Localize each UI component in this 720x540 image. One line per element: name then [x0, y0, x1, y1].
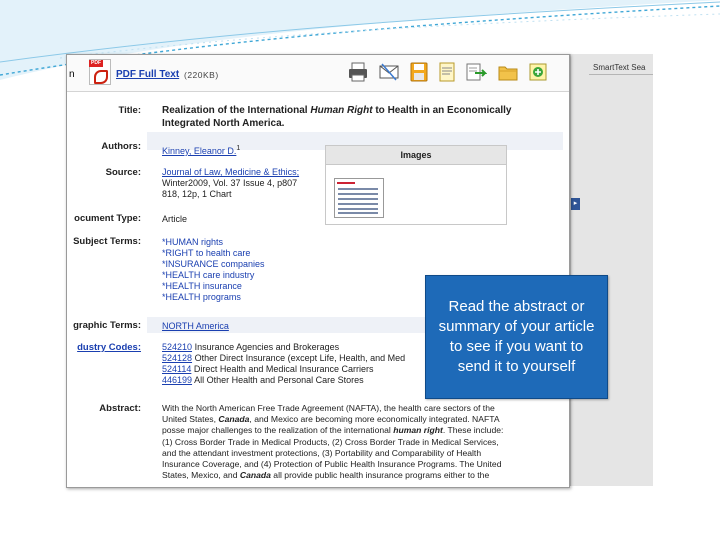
- geographic-term: [162, 321, 229, 332]
- subject-term-link[interactable]: *HEALTH insurance: [162, 281, 242, 291]
- smarttext-sidebar: [570, 54, 653, 486]
- folder-icon[interactable]: [497, 61, 519, 83]
- journal-link[interactable]: Journal of Law, Medicine & Ethics;: [162, 167, 300, 177]
- pdf-band: PDF: [91, 60, 101, 66]
- industry-codes: 524210 Insurance Agencies and Brokerages 524128 Other Direct Insurance (except Life, Health, and Med 524114 Direct Health and Medical Insurance Carriers 446199 All Other Health and Personal Care Stores: [162, 342, 406, 385]
- images-header: Images: [326, 146, 506, 165]
- subject-term-link[interactable]: *RIGHT to health care: [162, 248, 251, 258]
- author-link[interactable]: Kinney, Eleanor D.: [162, 146, 237, 156]
- source-label: Source:: [105, 167, 141, 178]
- subject-term-link[interactable]: *HEALTH programs: [162, 292, 241, 302]
- industry-code-link[interactable]: 524114: [162, 364, 192, 374]
- author-value: Kinney, Eleanor D.$^1$: [162, 145, 241, 156]
- pdf-icon[interactable]: [89, 59, 111, 85]
- email-icon[interactable]: [378, 61, 400, 83]
- doctype-value: Article: [162, 214, 188, 224]
- instruction-callout: [425, 275, 608, 399]
- geographic-terms-label: graphic Terms:: [73, 320, 141, 331]
- smarttext-label: SmartText Sea: [593, 63, 646, 72]
- source-value: Journal of Law, Medicine & Ethics; Winter2009, Vol. 37 Issue 4, p807 818, 12p, 1 Chart: [162, 167, 300, 199]
- pdf-full-text-link[interactable]: PDF Full Text: [116, 69, 180, 80]
- article-title: Realization of the International Human Right to Health in an Economically Integrated North America.: [162, 105, 512, 129]
- callout-text: Read the abstract or summary of your article to see if you want to send it to yourself: [438, 298, 595, 375]
- save-icon[interactable]: [408, 61, 430, 83]
- subject-term-link[interactable]: *INSURANCE companies: [162, 259, 265, 269]
- abstract-text: With the North American Free Trade Agreement (NAFTA), the health care sectors of the United States, Canada, and Mexico are becoming more economically integrated. NAFTA posse major challenges to the realization of the international human right. These include: (1) Cross Border Trade in Medical Products, (2) Cross Border Trade in Medical Services, and the attendant investment protections, (3) Portability and Comparability of Health Insurance Coverage, and (4) Protection of Public Health Insurance Programs. The United States, Mexico, and Canada all provide public health insurance programs either to the: [162, 403, 504, 481]
- pdf-size: (220KB): [184, 70, 219, 80]
- add-note-icon[interactable]: [527, 61, 549, 83]
- abstract-label: Abstract:: [99, 403, 141, 414]
- subject-term-link[interactable]: *HUMAN rights: [162, 237, 224, 247]
- export-icon[interactable]: [465, 61, 487, 83]
- toolbar: [67, 55, 569, 92]
- expand-arrow-icon[interactable]: ▸: [571, 198, 580, 210]
- subject-terms-label: Subject Terms:: [73, 236, 141, 247]
- title-label: Title:: [118, 105, 141, 116]
- sidebar-divider: [589, 74, 653, 75]
- industry-code-link[interactable]: 524210: [162, 342, 193, 352]
- authors-label: Authors:: [101, 141, 141, 152]
- subject-term-link[interactable]: *HEALTH care industry: [162, 270, 255, 280]
- record-screenshot: [66, 54, 570, 488]
- industry-codes-label[interactable]: dustry Codes:: [77, 342, 141, 353]
- doctype-label: ocument Type:: [74, 213, 141, 224]
- industry-code-link[interactable]: 524128: [162, 353, 193, 363]
- print-icon[interactable]: [347, 61, 369, 83]
- subject-terms: [162, 237, 265, 303]
- industry-code-link[interactable]: 446199: [162, 375, 193, 385]
- chart-thumbnail[interactable]: [334, 178, 384, 218]
- cropped-label: n: [69, 69, 75, 80]
- cite-icon[interactable]: [436, 61, 458, 83]
- geo-term-link[interactable]: NORTH America: [162, 321, 229, 331]
- images-panel: [325, 145, 507, 225]
